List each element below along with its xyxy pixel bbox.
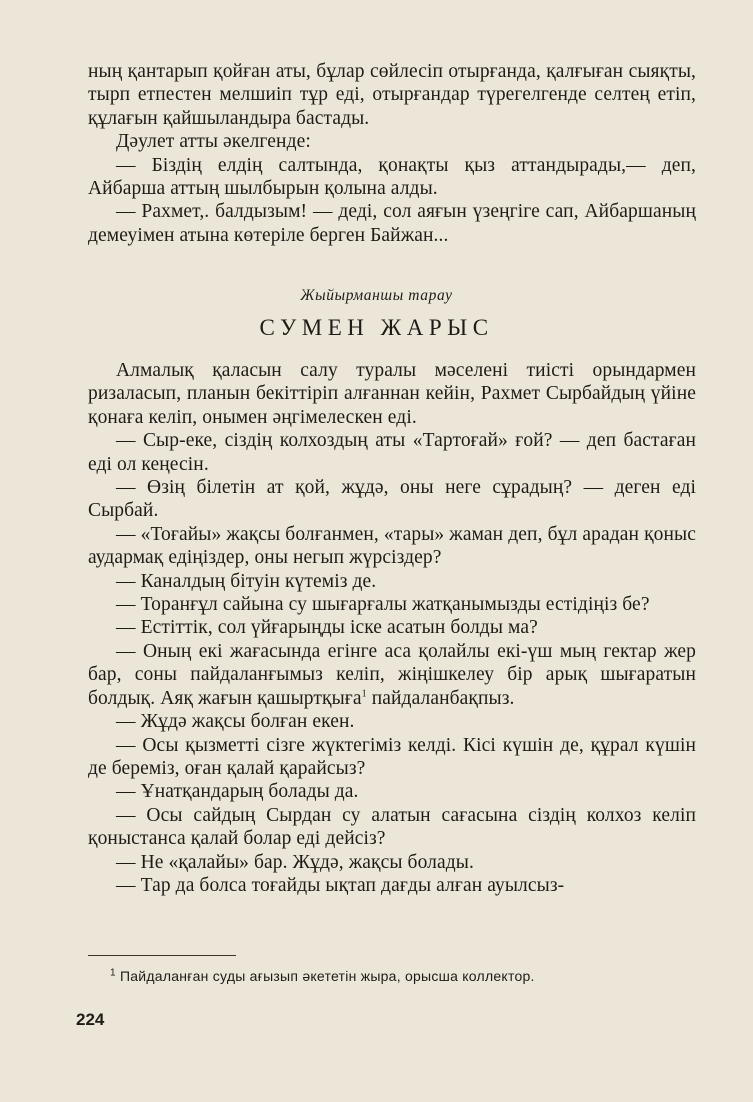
paragraph: — Осы сайдың Сырдан су алатын сағасына сіздің колхоз келіп қоныстанса қалай болар еді дейсіз? <box>88 804 696 850</box>
paragraph: — Біздің елдің салтында, қонақты қыз аттандырады,— деп, Айбарша аттың шылбырын қолына алды. <box>88 154 696 200</box>
paragraph-text: — Оның екі жағасында егінге аса қолайлы екі-үш мың гектар жер бар, соны пайдаланғымыз келіп, жіңішкелеу бір арық шығаратын болдық. Аяқ жағын қашыртқыға <box>88 640 696 709</box>
paragraph: — Торанғұл сайына су шығарғалы жатқанымызды естідіңіз бе? <box>116 594 650 616</box>
footnote-reference: 1 <box>361 688 367 700</box>
paragraph: — Сыр-еке, сіздің колхоздың аты «Тартоғай» ғой? — деп бастаған еді ол кеңесін. <box>88 430 696 475</box>
paragraph: Алмалық қаласын салу туралы мәселені тиісті орындармен ризаласып, планын бекіттіріп алғаннан кейін, Рахмет Сырбайдың үйіне қонаға келіп, онымен әңгімелескен еді. <box>88 360 696 428</box>
paragraph: ның қантарып қойған аты, бұлар сөйлесіп отырғанда, қалғыған сыяқты, тырп етпестен мелшиіп тұр еді, отырғандар түрегелгенде селтең етіп, құлағын қайшыландыра бастады. <box>88 61 696 129</box>
chapter-title: СУМЕН ЖАРЫС <box>259 315 494 340</box>
footnote <box>110 968 700 984</box>
footnote-text: Пайдаланған суды ағызып әкететін жыра, орысша коллектор. <box>119 968 535 984</box>
paragraph: — Өзің білетін ат қой, жұдә, оны неге сұрадың? — деген еді Сырбай. <box>88 477 696 522</box>
chapter-body <box>88 359 696 897</box>
footnote-marker: 1 <box>110 967 116 979</box>
paragraph-text: пайдаланбақпыз. <box>371 687 515 709</box>
paragraph: — Тар да болса тоғайды ықтап дағды алған ауылсыз- <box>116 874 565 896</box>
footnote-divider <box>88 955 236 956</box>
page-number: 224 <box>76 1010 105 1029</box>
paragraph: — Ұнатқандарың болады да. <box>116 781 359 803</box>
paragraph: — Каналдың бітуін күтеміз де. <box>116 570 377 592</box>
paragraph: — «Тоғайы» жақсы болғанмен, «тары» жаман деп, бұл арадан қоныс аудармақ едіңіздер, оны негып жүрсіздер? <box>88 523 696 569</box>
paragraph: — Жұдә жақсы болған екен. <box>116 711 355 733</box>
chapter-label: Жыйырманшы тарау <box>300 287 453 304</box>
top-text-block <box>88 60 696 247</box>
paragraph: Дәулет атты әкелгенде: <box>116 131 311 153</box>
paragraph: — Не «қалайы» бар. Жұдә, жақсы болады. <box>116 851 474 873</box>
paragraph: — Рахмет,. балдызым! — деді, сол аяғын үзеңгіге сап, Айбаршаның демеуімен атына көтеріле берген Байжан... <box>88 201 696 246</box>
paragraph: — Осы қызметті сізге жүктегіміз келді. Кісі күшін де, құрал күшін де береміз, оған қалай қарайсыз? <box>88 734 696 779</box>
paragraph: — Естіттік, сол үйғарыңды іске асатын болды ма? <box>116 617 538 639</box>
paragraph <box>88 640 696 710</box>
